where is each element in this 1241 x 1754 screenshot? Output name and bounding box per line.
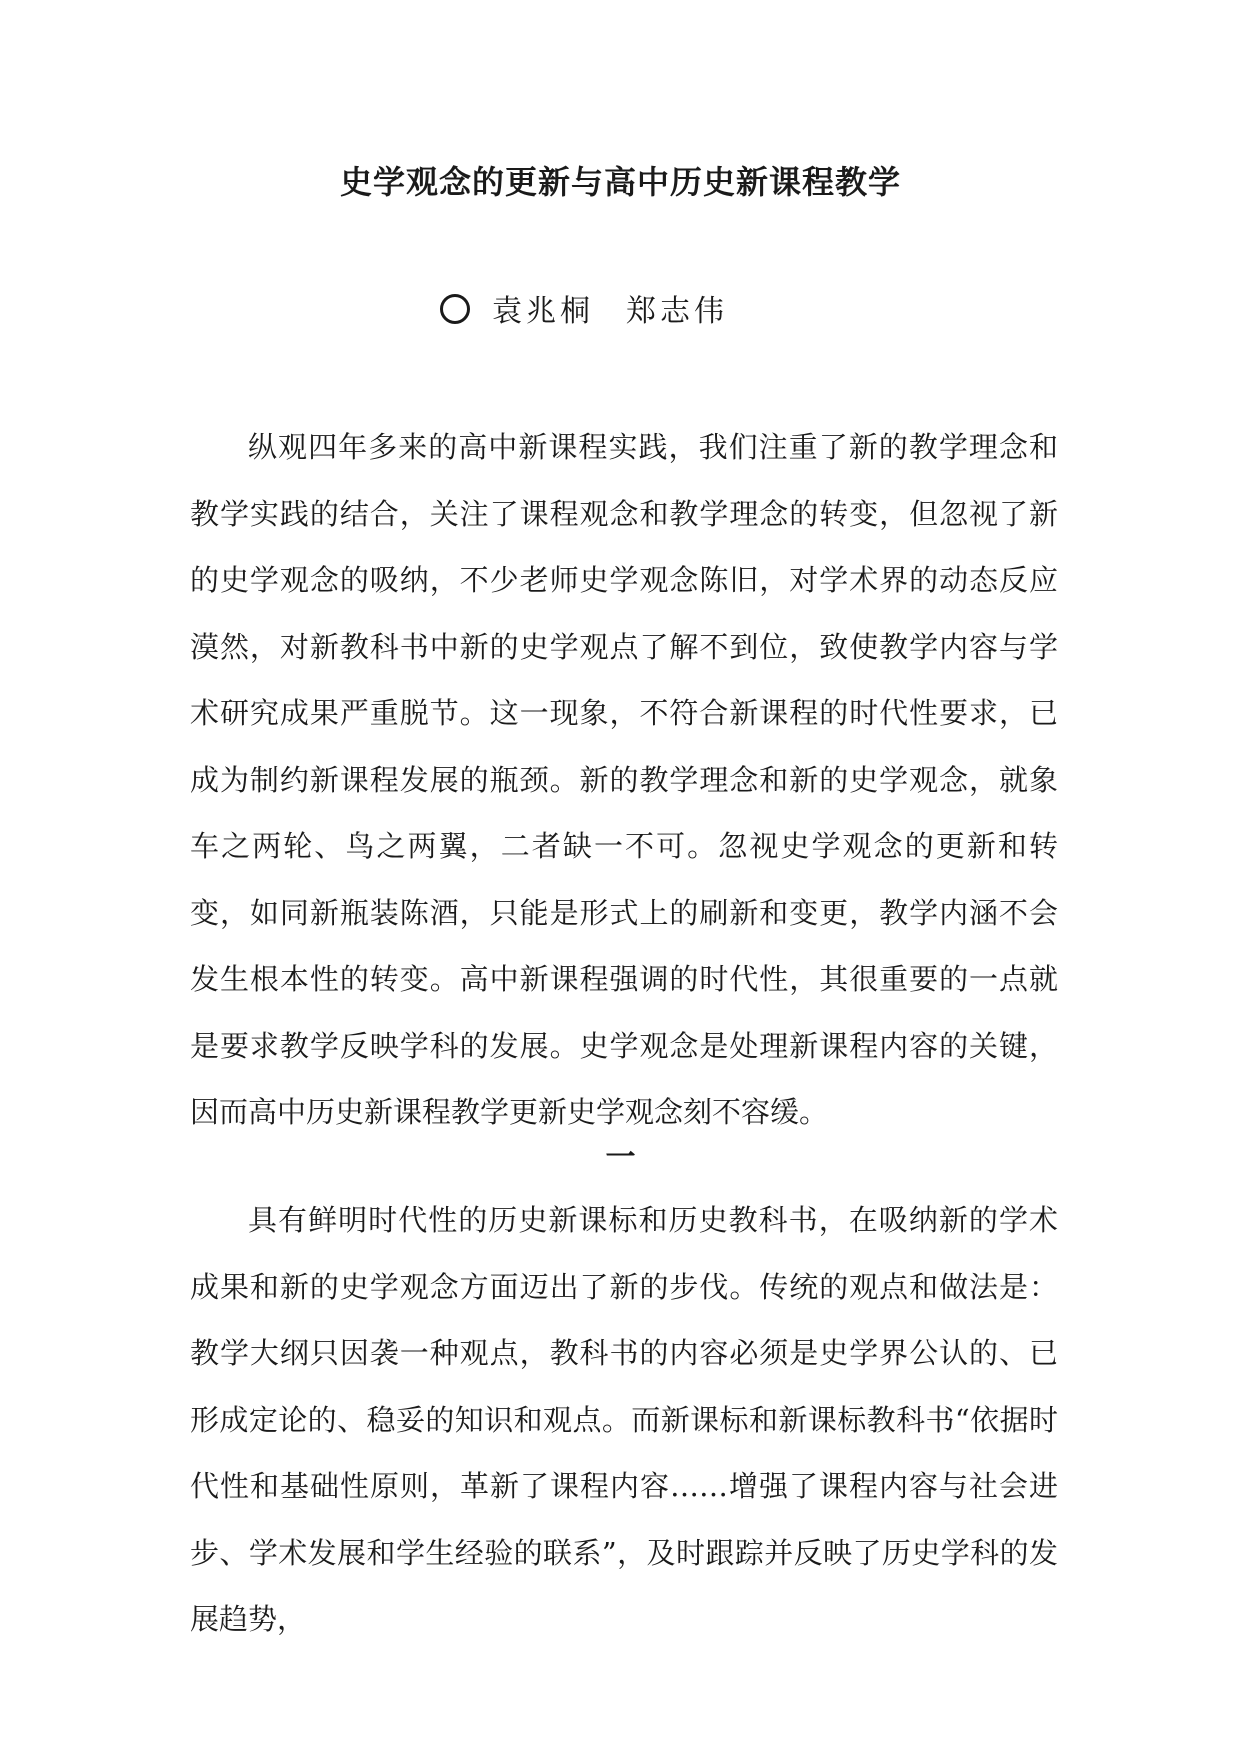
circle-icon [440, 294, 470, 324]
body-paragraph: 纵观四年多来的高中新课程实践，我们注重了新的教学理念和教学实践的结合，关注了课程观念和教学理念的转变，但忽视了新的史学观念的吸纳，不少老师史学观念陈旧，对学术界的动态反应漠然，对新教科书中新的史学观点了解不到位，致使教学内容与学术研究成果严重脱节。这一现象，不符合新课程的时代性要求，已成为制约新课程发展的瓶颈。新的教学理念和新的史学观念，就象车之两轮、鸟之两翼，二者缺一不可。忽视史学观念的更新和转变，如同新瓶装陈酒，只能是形式上的刷新和变更，教学内涵不会发生根本性的转变。高中新课程强调的时代性，其很重要的一点就是要求教学反映学科的发展。史学观念是处理新课程内容的关键，因而高中历史新课程教学更新史学观念刻不容缓。 [190, 430, 1058, 1129]
author-name: 袁兆桐 [492, 294, 594, 329]
section-heading: 一 [605, 1140, 636, 1175]
author-name: 郑志伟 [626, 294, 728, 329]
author-byline [440, 292, 840, 332]
body-paragraph: 具有鲜明时代性的历史新课标和历史教科书，在吸纳新的学术成果和新的史学观念方面迈出了新的步伐。传统的观点和做法是：教学大纲只因袭一种观点，教科书的内容必须是史学界公认的、已形成定论的、稳妥的知识和观点。而新课标和新课标教科书“依据时代性和基础性原则，革新了课程内容……增强了课程内容与社会进步、学术发展和学生经验的联系”，及时跟踪并反映了历史学科的发展趋势， [190, 1203, 1058, 1636]
article-title: 史学观念的更新与高中历史新课程教学 [339, 163, 901, 201]
